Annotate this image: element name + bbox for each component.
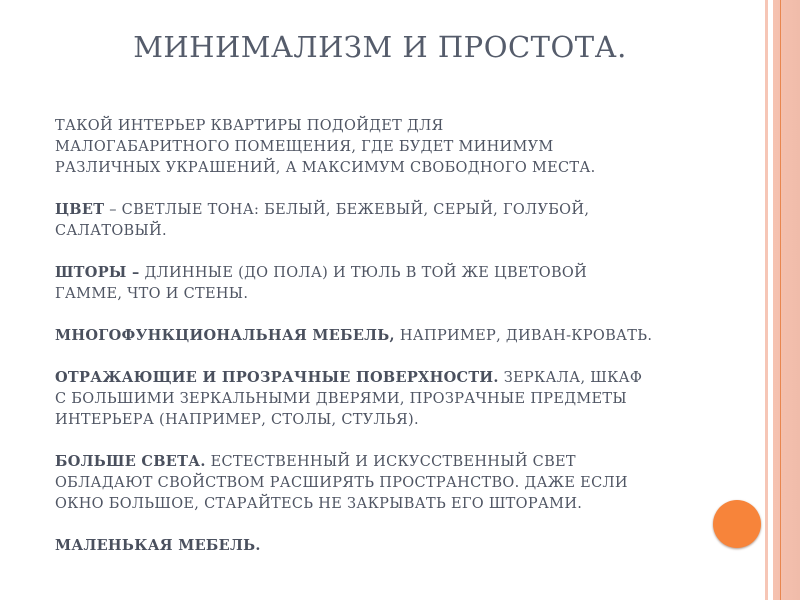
slide-title: МИНИМАЛИЗМ И ПРОСТОТА. <box>133 30 627 64</box>
text-run: ДЛИННЫЕ (ДО ПОЛА) И ТЮЛЬ В ТОЙ ЖЕ ЦВЕТОВОЙ <box>139 265 588 281</box>
text-line: С БОЛЬШИМИ ЗЕРКАЛЬНЫМИ ДВЕРЯМИ, ПРОЗРАЧНЫЕ ПРЕДМЕТЫ <box>55 391 627 407</box>
text-line <box>55 367 735 389</box>
decorative-stripe-thin <box>765 0 768 600</box>
bold-heading: ШТОРЫ – <box>55 264 140 281</box>
text-line: ИНТЕРЬЕРА (НАПРИМЕР, СТОЛЫ, СТУЛЬЯ). <box>55 412 419 428</box>
bold-heading: ОТРАЖАЮЩИЕ И ПРОЗРАЧНЫЕ ПОВЕРХНОСТИ. <box>55 369 499 386</box>
text-line: ОКНО БОЛЬШОЕ, СТАРАЙТЕСЬ НЕ ЗАКРЫВАТЬ ЕГО ШТОРАМИ. <box>55 496 583 512</box>
text-line: ГАММЕ, ЧТО И СТЕНЫ. <box>55 286 249 302</box>
text-line <box>55 325 735 347</box>
slide-body <box>55 116 735 576</box>
paragraph-curtains <box>55 262 735 305</box>
text-line: ТАКОЙ ИНТЕРЬЕР КВАРТИРЫ ПОДОЙДЕТ ДЛЯ <box>55 118 444 134</box>
text-run: ЕСТЕСТВЕННЫЙ И ИСКУССТВЕННЫЙ СВЕТ <box>205 454 576 470</box>
orange-circle-icon <box>713 500 761 548</box>
paragraph-surfaces <box>55 367 735 431</box>
text-line: МАЛОГАБАРИТНОГО ПОМЕЩЕНИЯ, ГДЕ БУДЕТ МИНИМУМ <box>55 139 554 155</box>
paragraph-color <box>55 199 735 242</box>
paragraph-small-furniture <box>55 535 735 556</box>
decorative-stripe-band <box>773 0 800 600</box>
bold-heading: БОЛЬШЕ СВЕТА. <box>55 453 206 470</box>
text-line: САЛАТОВЫЙ. <box>55 223 167 239</box>
decorative-stripe-line <box>780 0 781 600</box>
text-run: НАПРИМЕР, ДИВАН-КРОВАТЬ. <box>394 328 653 344</box>
bold-heading: МНОГОФУНКЦИОНАЛЬНАЯ МЕБЕЛЬ, <box>55 327 395 344</box>
text-line <box>55 262 735 284</box>
text-run: – СВЕТЛЫЕ ТОНА: БЕЛЫЙ, БЕЖЕВЫЙ, СЕРЫЙ, ГОЛУБОЙ, <box>104 202 590 218</box>
text-line: РАЗЛИЧНЫХ УКРАШЕНИЙ, А МАКСИМУМ СВОБОДНОГО МЕСТА. <box>55 160 596 176</box>
text-run: ЗЕРКАЛА, ШКАФ <box>498 370 643 386</box>
text-line <box>55 199 735 221</box>
text-line: ОБЛАДАЮТ СВОЙСТВОМ РАСШИРЯТЬ ПРОСТРАНСТВО. ДАЖЕ ЕСЛИ <box>55 475 628 491</box>
bold-heading: МАЛЕНЬКАЯ МЕБЕЛЬ. <box>55 537 261 554</box>
text-line <box>55 451 735 473</box>
paragraph-furniture <box>55 325 735 347</box>
paragraph-intro <box>55 116 735 179</box>
bold-heading: ЦВЕТ <box>55 201 105 218</box>
paragraph-light <box>55 451 735 515</box>
